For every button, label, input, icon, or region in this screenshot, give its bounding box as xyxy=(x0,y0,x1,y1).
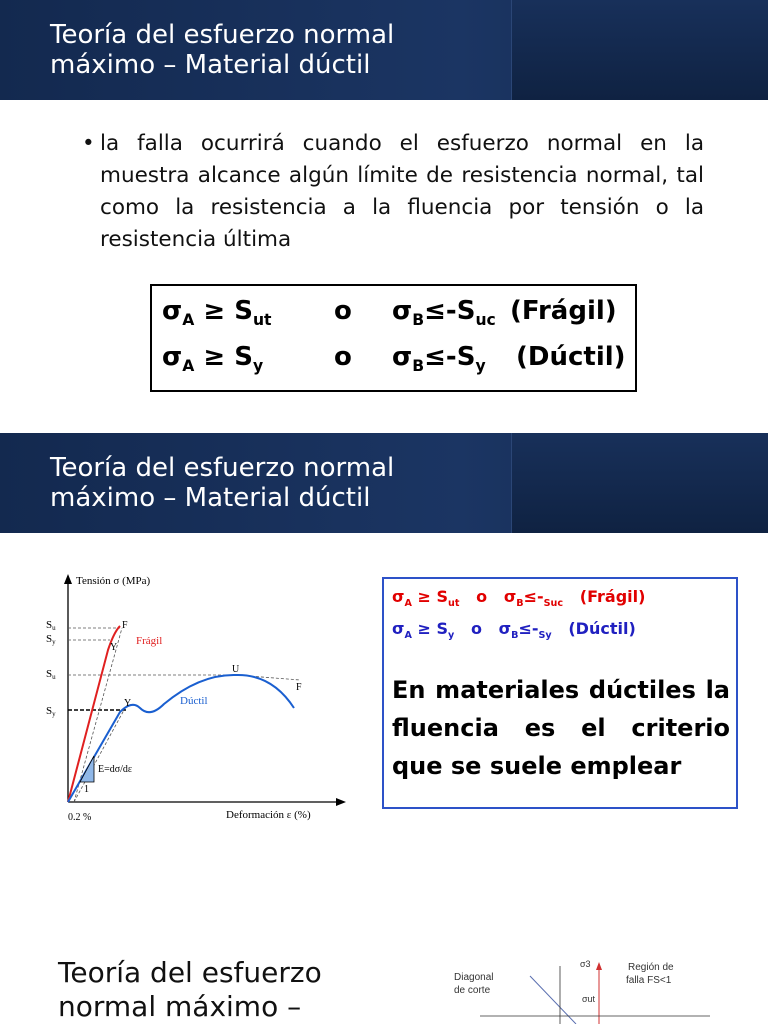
fragil-point-f: F xyxy=(122,620,128,631)
sut-label: σut xyxy=(582,994,596,1004)
slide1-title-band xyxy=(0,0,768,100)
ductil-point-f: F xyxy=(296,682,302,693)
fragil-point-y: Y xyxy=(110,642,118,653)
x-axis-arrow xyxy=(336,798,346,806)
slide1-title: Teoría del esfuerzo normal máximo – Material dúctil xyxy=(50,20,395,80)
criteria-info-box xyxy=(382,577,738,809)
fragil-label: Frágil xyxy=(136,635,163,647)
slide1-title-accent xyxy=(511,0,768,100)
origin-label: 0.2 % xyxy=(68,812,92,823)
slide2-title-band xyxy=(0,433,768,533)
failure-region-diagram xyxy=(440,950,710,1024)
sy-label-top: Sy xyxy=(46,633,56,646)
x-axis-label: Deformación ε (%) xyxy=(226,809,311,821)
ductil-point-y: Y xyxy=(124,698,132,709)
failure-arrow-head xyxy=(596,962,602,970)
bullet-dot: • xyxy=(82,131,95,156)
criteria-fragil-line: $\sigma_A \ge S_{ut}$ o $\sigma_B\le-_{Suc}$ (Frágil) xyxy=(392,587,646,610)
shear-diagonal xyxy=(530,976,576,1024)
ductil-label: Dúctil xyxy=(180,695,208,707)
bullet-text: la falla ocurrirá cuando el esfuerzo normal en la muestra alcance algún límite de resistencia normal, tal como la resistencia a la fluencia por tensión o la resistencia última xyxy=(100,131,704,252)
slope-label: 1 xyxy=(84,784,89,795)
y-axis-label: Tensión σ (MPa) xyxy=(76,575,151,587)
sy-label-low: Sy xyxy=(46,705,56,718)
sigma3-label: σ3 xyxy=(580,959,591,969)
ductil-point-u: U xyxy=(232,664,240,675)
su-label-top: Su xyxy=(46,619,56,632)
diagonal-label-1: Diagonal xyxy=(454,972,494,983)
modulus-label: E=dσ/dε xyxy=(98,764,133,775)
slide1-bullet xyxy=(82,128,704,256)
slide2-title: Teoría del esfuerzo normal máximo – Material dúctil xyxy=(50,453,395,513)
region-label-2: falla FS<1 xyxy=(626,975,672,986)
ductile-criterion-text: En materiales dúctiles la fluencia es el criterio que se suele emplear xyxy=(392,676,730,780)
modulus-triangle xyxy=(80,756,94,782)
diagonal-label-2: de corte xyxy=(454,985,491,996)
region-label-1: Región de xyxy=(628,962,674,973)
stress-strain-graph xyxy=(40,570,360,830)
slide2-title-accent xyxy=(511,433,768,533)
criteria-ductil-line: $\sigma_A \ge S_y$ o $\sigma_B\le-_{Sy}$ (Dúctil) xyxy=(392,619,636,642)
su-label-mid: Su xyxy=(46,668,56,681)
y-axis-arrow xyxy=(64,574,72,584)
criteria-equation-box: $\sigma_A \ge S_{ut}$ o $\sigma_B\le-S_{uc}$ (Frágil) $\sigma_A \ge S_y$ o $\sigma_B\le-S_y$ (Dúctil) xyxy=(150,284,637,392)
slide3-title: Teoría del esfuerzo normal máximo – xyxy=(58,956,322,1023)
